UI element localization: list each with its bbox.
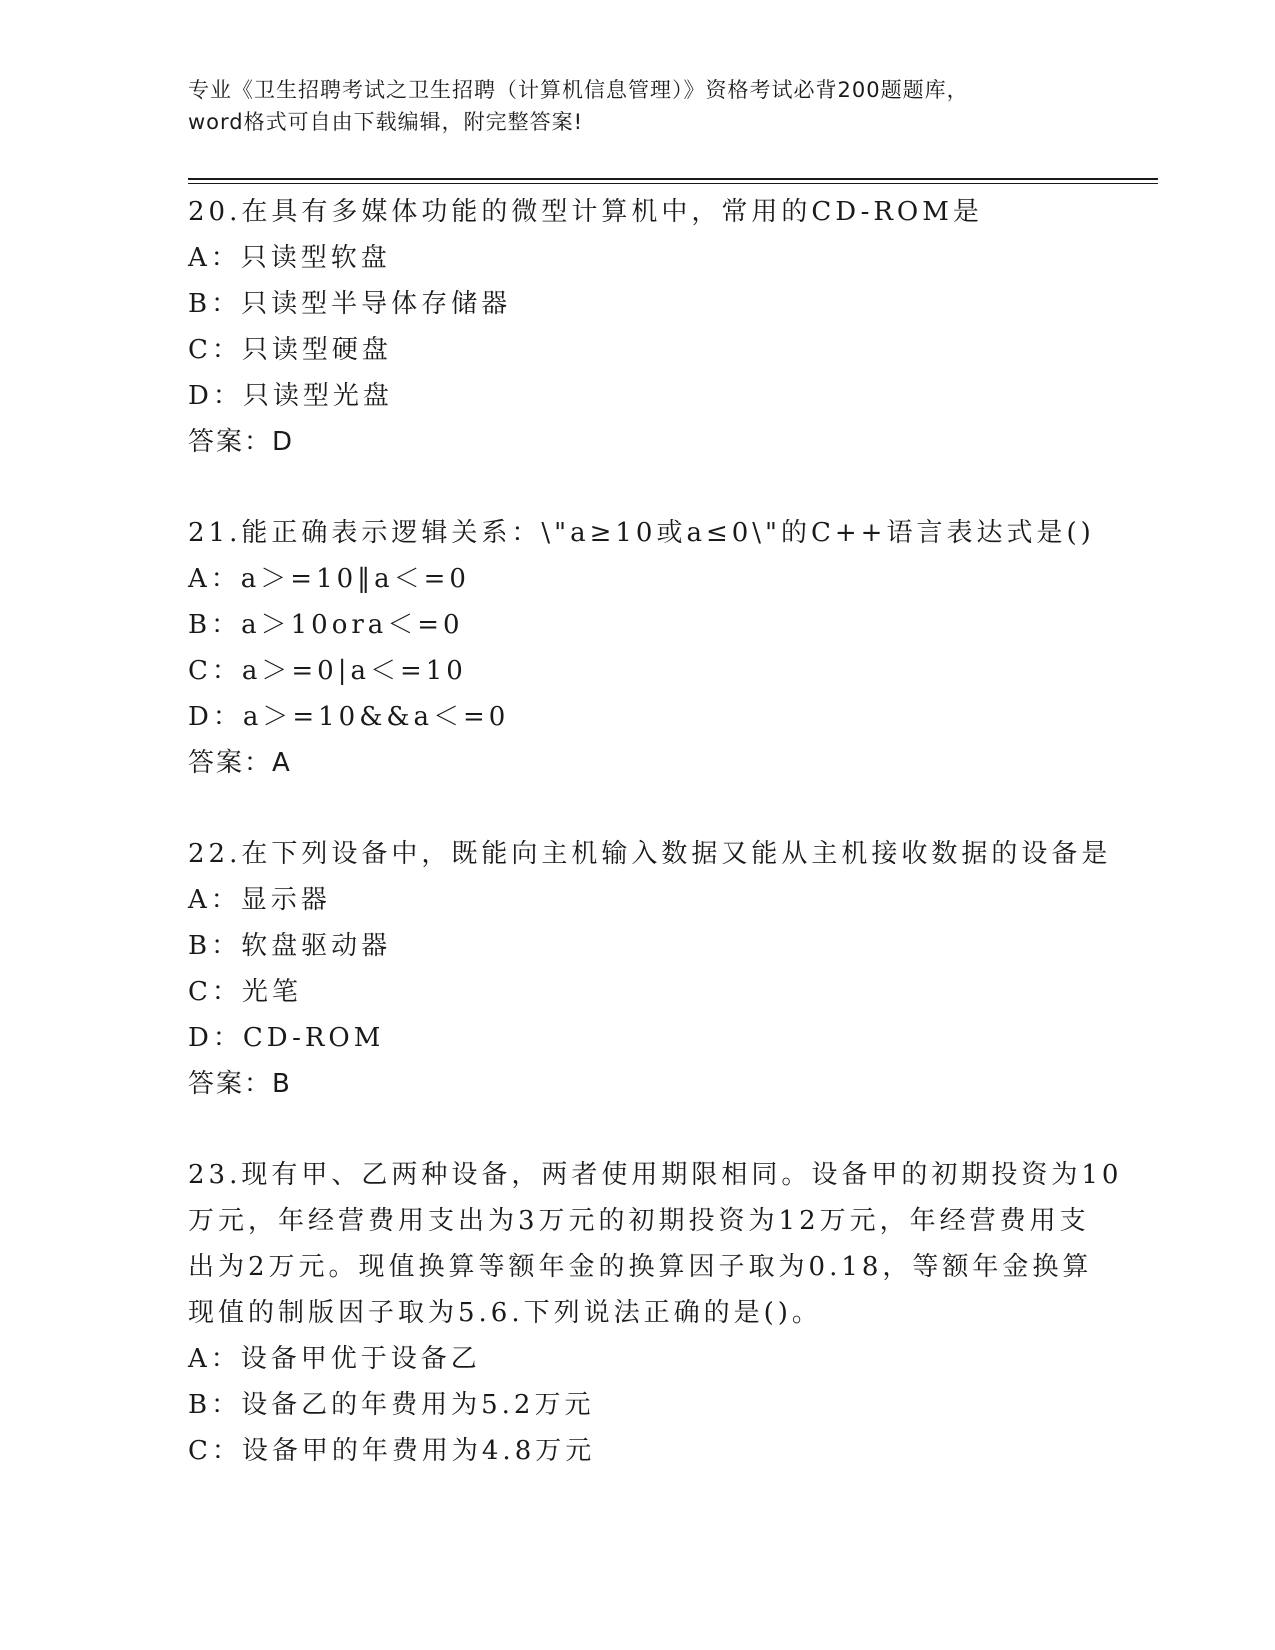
question-stem: 21.能正确表示逻辑关系：\"a≥10或a≤0\"的C++语言表达式是() [188, 518, 1095, 548]
header-divider-thin [188, 183, 1158, 184]
option-b: B：只读型半导体存储器 [188, 289, 512, 319]
option-c: C：光笔 [188, 977, 302, 1007]
header-title-line-2: word格式可自由下载编辑，附完整答案! [188, 110, 584, 134]
option-a: A：a＞=10‖a＜=0 [188, 564, 470, 594]
option-b: B：软盘驱动器 [188, 931, 392, 961]
question-20 [188, 189, 1088, 465]
option-d: D：CD-ROM [188, 1023, 385, 1053]
question-stem: 20.在具有多媒体功能的微型计算机中，常用的CD-ROM是 [188, 197, 983, 227]
answer-label: 答案：B [188, 1069, 292, 1099]
option-c: C：只读型硬盘 [188, 335, 392, 365]
header-title-line-1: 专业《卫生招聘考试之卫生招聘（计算机信息管理）》资格考试必背200题题库， [188, 78, 969, 102]
answer-label: 答案：D [188, 427, 295, 457]
document-header [188, 74, 1088, 138]
question-list [188, 189, 1123, 1474]
question-21 [188, 510, 1095, 786]
option-a: A：显示器 [188, 885, 331, 915]
question-stem-line-4: 现值的制版因子取为5.6.下列说法正确的是()。 [188, 1298, 822, 1328]
question-stem: 22.在下列设备中，既能向主机输入数据又能从主机接收数据的设备是 [188, 839, 1112, 869]
header-divider-thick [188, 178, 1158, 180]
question-23 [188, 1152, 1123, 1474]
option-d: D：a＞=10&&a＜=0 [188, 702, 510, 732]
question-stem-line-1: 23.现有甲、乙两种设备，两者使用期限相同。设备甲的初期投资为10 [188, 1160, 1123, 1190]
question-stem-line-2: 万元，年经营费用支出为3万元的初期投资为12万元，年经营费用支 [188, 1206, 1090, 1236]
question-stem-line-3: 出为2万元。现值换算等额年金的换算因子取为0.18，等额年金换算 [188, 1252, 1093, 1282]
option-a: A：只读型软盘 [188, 243, 391, 273]
option-b: B：a＞10ora＜=0 [188, 610, 464, 640]
question-22 [188, 831, 1112, 1107]
option-c: C：设备甲的年费用为4.8万元 [188, 1436, 596, 1466]
option-c: C：a＞=0|a＜=10 [188, 656, 467, 686]
option-b: B：设备乙的年费用为5.2万元 [188, 1390, 595, 1420]
option-d: D：只读型光盘 [188, 381, 393, 411]
answer-label: 答案：A [188, 748, 292, 778]
option-a: A：设备甲优于设备乙 [188, 1344, 481, 1374]
